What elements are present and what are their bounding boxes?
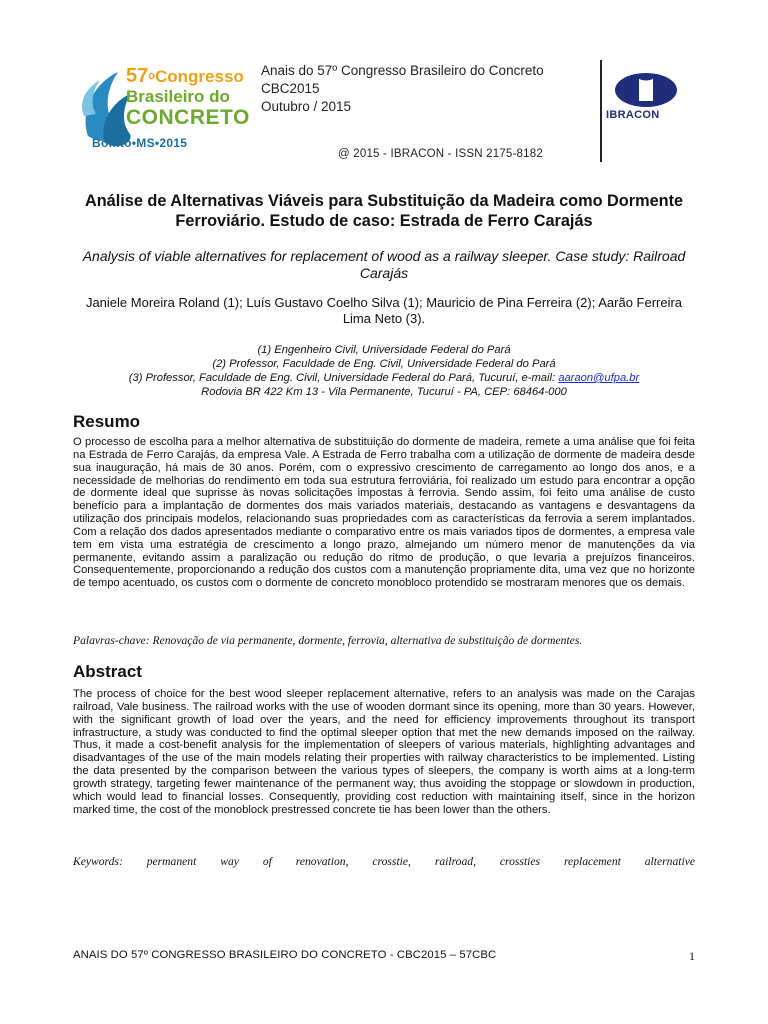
affiliation-1: (1) Engenheiro Civil, Universidade Federal do Pará [257, 344, 511, 356]
resumo-body: O processo de escolha para a melhor alternativa de substituição do dormente de madeira, remete a uma análise que foi feita na Estrada de Ferro Carajás, da empresa Vale. A Estrada de Ferro trabalha com a utilização de dormente de madeira desde sua inauguração, há mais de 30 anos. Porém, com o expressivo crescimento de carregamento ao longo dos anos, e a necessidade de melhorias do rendimento em toda sua estrutura ferroviária, foi realizado um estudo para encontrar a opção de dormente ideal que suprisse às novas solicitações impostas à ferrovia. Sendo assim, foi feito uma análise de custo benefício para a implantação de dormentes dos mais variados materiais, destacando as vantagens e desvantagens da utilização dos principais modelos, relacionando suas propriedades com as características da ferrovia a serem implantados. Com a relação dos dados apresentados mediante o comparativo entre os mais variados tipos de dormentes, a empresa vale tem em vista uma estratégia de crescimento a longo prazo, almejando um número menor de manutenções da via permanente, evitando assim a paralização ou redução do ritmo de produção, o que levaria a prejuízos financeiros. Consequentemente, proporcionando a redução dos custos com a manutenção propriamente dita, uma vez que no horizonte de tempo acentuado, os custos com o dormente de concreto monobloco protendido se mostraram menores que os demais. [73, 436, 695, 590]
ibracon-logo-label: IBRACON [606, 109, 660, 121]
authors: Janiele Moreira Roland (1); Luís Gustavo Coelho Silva (1); Mauricio de Pina Ferreira (2); Aarão Ferreira Lima Neto (3). [85, 295, 683, 326]
copyright-line: @ 2015 - IBRACON - ISSN 2175-8182 [338, 148, 543, 160]
proceedings-code: CBC2015 [261, 81, 320, 96]
abstract-keywords: Keywords: permanent way of renovation, crosstie, railroad, crossties replacement alternative [73, 855, 695, 868]
proceedings-title: Anais do 57º Congresso Brasileiro do Concreto [261, 63, 544, 78]
header-divider [600, 60, 602, 162]
author-email-link[interactable]: aaraon@ufpa.br [558, 372, 640, 384]
page-header [0, 0, 768, 170]
paper-title: Análise de Alternativas Viáveis para Substituição da Madeira como Dormente Ferroviário. Estudo de caso: Estrada de Ferro Carajás [84, 192, 684, 230]
page-footer: ANAIS DO 57º CONGRESSO BRASILEIRO DO CONCRETO - CBC2015 – 57CBC [73, 949, 497, 961]
proceedings-date: Outubro / 2015 [261, 99, 352, 114]
resumo-keywords: Palavras-chave: Renovação de via permanente, dormente, ferrovia, alternativa de substituição de dormentes. [73, 634, 583, 647]
resumo-heading: Resumo [73, 412, 141, 431]
affiliations [76, 343, 692, 399]
congress-logo-location: Bonito•MS•2015 [92, 136, 188, 150]
page-number: 1 [689, 949, 695, 963]
paper-subtitle: Analysis of viable alternatives for replacement of wood as a railway sleeper. Case study: Railroad Carajás [82, 248, 686, 281]
congress-logo-text: 57$^o$Congresso Brasileiro do CONCRETO [126, 65, 250, 129]
affiliation-address: Rodovia BR 422 Km 13 - Vila Permanente, Tucuruí - PA, CEP: 68464-000 [201, 386, 567, 398]
abstract-body: The process of choice for the best wood sleeper replacement alternative, refers to an analysis was made on the Carajas railroad, Vale business. The railroad works with the use of wooden dormant since its opening, more than 30 years. However, with the significant growth of load over the years, and the need for efficiency improvements throughout its transport infrastructure, a study was conducted to find the optimal sleeper option that met the new demands imposed on the railway. Thus, it made a cost-benefit analysis for the implementation of sleepers of various materials, highlighting advantages and disadvantages of the use of the main models relating their properties with railway characteristics to be implemented. Listing the data presented by the comparison between the various types of sleepers, the company is worth aims at a long-term growth strategy, targeting fewer maintenance of the permanent way, thus avoiding the stoppage or slowdown in production, which would lead to financial losses. Consequently, providing cost reduction with maintaining itself, since in the horizon marked time, the cost of the monoblock prestressed concrete tie has been lower than the others. [73, 688, 695, 816]
proceedings-info [261, 62, 544, 116]
affiliation-2: (2) Professor, Faculdade de Eng. Civil, Universidade Federal do Pará [212, 358, 556, 370]
abstract-heading: Abstract [73, 662, 142, 681]
affiliation-3: (3) Professor, Faculdade de Eng. Civil, Universidade Federal do Pará, Tucuruí, e-mail: aaraon@ufpa.br [128, 372, 640, 384]
